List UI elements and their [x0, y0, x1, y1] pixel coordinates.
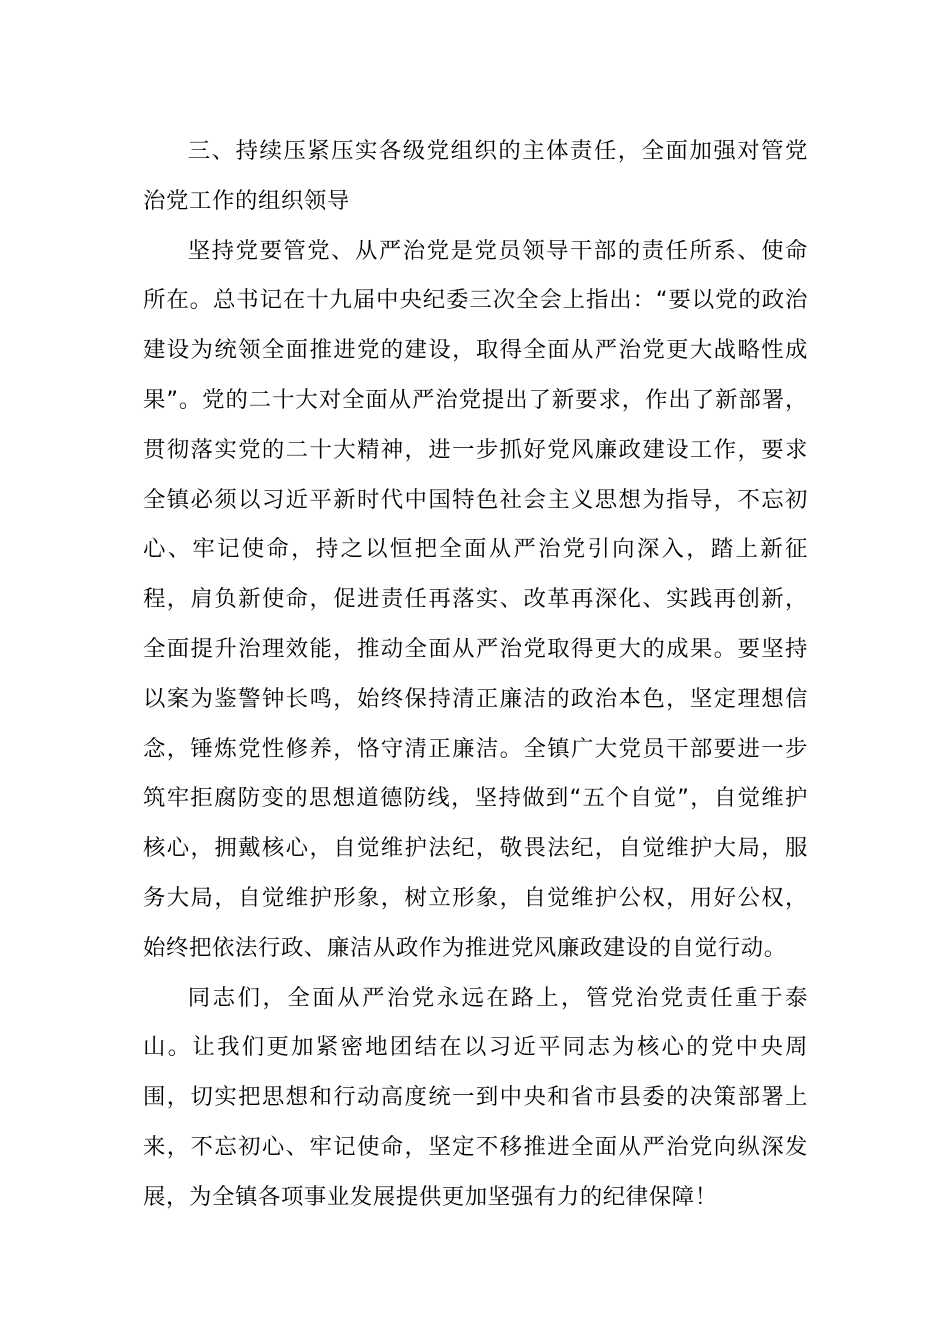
body-paragraph-1: 坚持党要管党、从严治党是党员领导干部的责任所系、使命所在。总书记在十九届中央纪委三次全会上指出：“要以党的政治建设为统领全面推进党的建设，取得全面从严治党更大战略性成果”。党的二十大对全面从严治党提出了新要求，作出了新部署，贯彻落实党的二十大精神，进一步抓好党风廉政建设工作，要求全镇必须以习近平新时代中国特色社会主义思想为指导，不忘初心、牢记使命，持之以恒把全面从严治党引向深入，踏上新征程，肩负新使命，促进责任再落实、改革再深化、实践再创新，全面提升治理效能，推动全面从严治党取得更大的成果。要坚持以案为鉴警钟长鸣，始终保持清正廉洁的政治本色，坚定理想信念，锤炼党性修养，恪守清正廉洁。全镇广大党员干部要进一步筑牢拒腐防变的思想道德防线，坚持做到“五个自觉”，自觉维护核心，拥戴核心，自觉维护法纪，敬畏法纪，自觉维护大局，服务大局，自觉维护形象，树立形象，自觉维护公权，用好公权，始终把依法行政、廉洁从政作为推进党风廉政建设的自觉行动。 — [143, 237, 808, 961]
document-body — [143, 127, 808, 1223]
body-paragraph-2: 同志们，全面从严治党永远在路上，管党治党责任重于泰山。让我们更加紧密地团结在以习近平同志为核心的党中央周围，切实把思想和行动高度统一到中央和省市县委的决策部署上来，不忘初心、牢记使命，坚定不移推进全面从严治党向纵深发展，为全镇各项事业发展提供更加坚强有力的纪律保障！ — [143, 984, 808, 1210]
section-heading: 三、持续压紧压实各级党组织的主体责任，全面加强对管党治党工作的组织领导 — [143, 138, 808, 214]
